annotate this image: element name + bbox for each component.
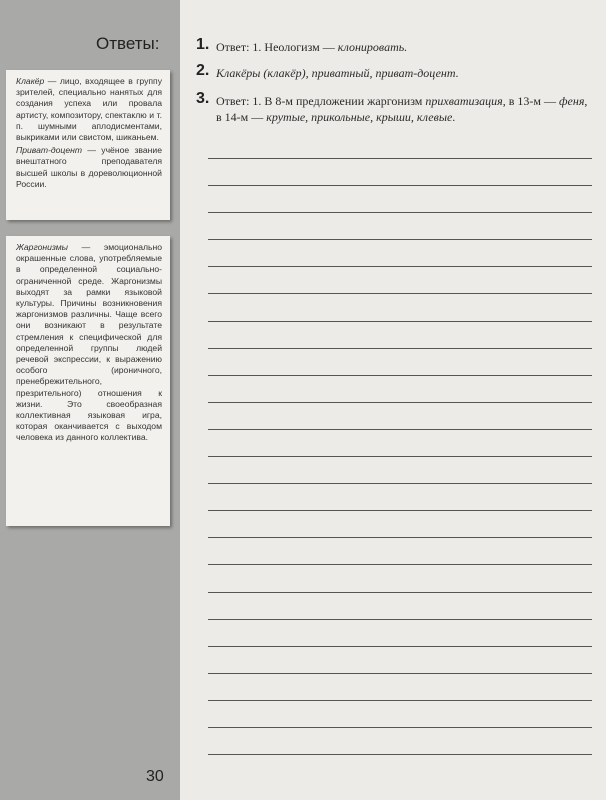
answer-text: Клакёры (клакёр), приватный, приват-доцент. [216, 66, 459, 80]
answer-3-italic: феня [559, 94, 585, 108]
answer-3 [196, 90, 588, 125]
answer-1-italic: клонировать. [337, 40, 408, 54]
answer-3-italic: прихватизация [425, 94, 503, 108]
answer-3-part: Ответ: 1. В 8-м предложении жаргонизм [216, 94, 426, 108]
klaker-definition [16, 76, 162, 143]
sidebar [0, 0, 180, 800]
klaker-term: Клакёр [16, 76, 45, 86]
writing-line [208, 402, 592, 403]
jargon-def: — эмоционально окрашенные слова, употребляемые в определенной социально-ограниченной среде. Жаргонизмы выходят за рамки языковой культуры. Причины возникновения жаргонизмов различны. Чаще всего они возникают в результате стремления к специфической для определенной группы людей речевой экспрессии, к выражению особого (ироничного, пренебрежительного, презрительного) отношения к жизни. Это своеобразная коллективная языковая игра, которая оканчивается с выходом человека из данного коллектива. [16, 242, 162, 443]
writing-line [208, 510, 592, 511]
klaker-def: — лицо, входящее в группу зрителей, специально нанятых для создания успеха или провала артисту, композитору, спектаклю и т. п. шумными аплодисментами, выкриками или свистом, шиканьем. [16, 76, 162, 143]
answer-text [216, 94, 588, 125]
writing-line [208, 321, 592, 322]
jargon-term: Жаргонизмы [16, 242, 68, 252]
writing-line [208, 158, 592, 159]
page-number: 30 [146, 768, 164, 785]
writing-line [208, 266, 592, 267]
writing-lines [208, 158, 592, 781]
writing-line [208, 754, 592, 755]
writing-line [208, 185, 592, 186]
glossary-note-klaker [6, 70, 170, 220]
privat-term: Приват-доцент [16, 145, 82, 156]
writing-line [208, 700, 592, 701]
writing-line [208, 239, 592, 240]
writing-line [208, 348, 592, 349]
writing-line [208, 646, 592, 647]
writing-line [208, 212, 592, 213]
writing-line [208, 619, 592, 620]
privat-definition [16, 145, 162, 190]
writing-line [208, 456, 592, 457]
answer-1-prefix: Ответ: 1. Неологизм — [216, 40, 338, 54]
writing-line [208, 592, 592, 593]
answer-number: 3. [196, 90, 210, 107]
answer-1 [196, 36, 588, 56]
writing-line [208, 727, 592, 728]
jargon-definition [16, 242, 162, 444]
answer-3-part: , в 13-м — [502, 94, 560, 108]
writing-line [208, 564, 592, 565]
writing-line [208, 537, 592, 538]
answer-2 [196, 62, 588, 82]
answer-3-part: . [452, 109, 456, 124]
writing-line [208, 375, 592, 376]
answer-number: 2. [196, 62, 210, 79]
glossary-note-jargon [6, 236, 170, 526]
writing-line [208, 673, 592, 674]
answer-3-part: , в 14-м — [216, 94, 588, 124]
privat-def: — учёное звание внештатного преподавателя высшей школы в дореволюционной России. [16, 145, 162, 189]
answer-number: 1. [196, 36, 210, 53]
answers-heading: Ответы: [96, 34, 160, 53]
answer-3-italic: крутые, прикольные, крыши, клевые [266, 109, 453, 124]
writing-line [208, 293, 592, 294]
answer-text [216, 40, 588, 56]
writing-line [208, 429, 592, 430]
writing-line [208, 483, 592, 484]
